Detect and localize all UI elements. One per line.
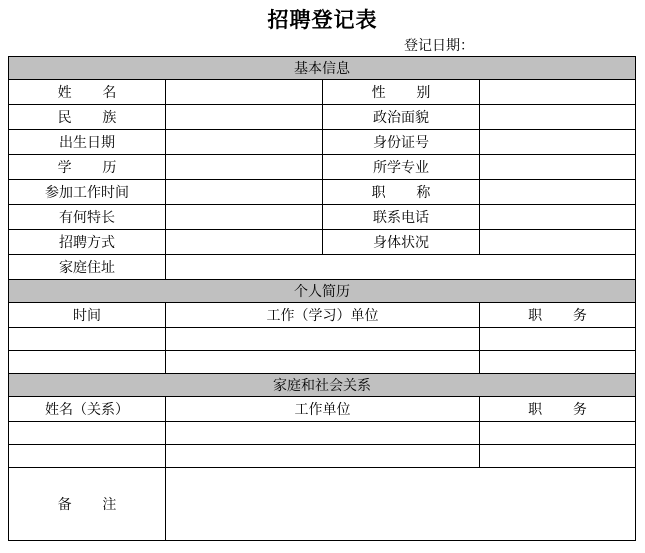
header-work-unit: 工作单位 (166, 397, 480, 422)
label-title-rank: 职称 (323, 180, 480, 205)
section-basic-info: 基本信息 (9, 57, 636, 80)
resume-position-1[interactable] (480, 328, 636, 351)
form-title: 招聘登记表 (267, 7, 378, 32)
label-address: 家庭住址 (9, 255, 166, 280)
field-major[interactable] (480, 155, 636, 180)
label-recruit-method: 招聘方式 (9, 230, 166, 255)
field-title-rank[interactable] (480, 180, 636, 205)
label-education: 学历 (9, 155, 166, 180)
label-phone: 联系电话 (323, 205, 480, 230)
family-unit-1[interactable] (166, 422, 480, 445)
section-resume: 个人简历 (9, 280, 636, 303)
label-health: 身体状况 (323, 230, 480, 255)
label-major: 所学专业 (323, 155, 480, 180)
resume-position-2[interactable] (480, 351, 636, 374)
header-family-position: 职务 (480, 397, 636, 422)
field-work-start[interactable] (166, 180, 323, 205)
label-skills: 有何特长 (9, 205, 166, 230)
resume-time-2[interactable] (9, 351, 166, 374)
family-position-2[interactable] (480, 445, 636, 468)
section-family: 家庭和社会关系 (9, 374, 636, 397)
header-position: 职务 (480, 303, 636, 328)
field-political-status[interactable] (480, 105, 636, 130)
resume-time-1[interactable] (9, 328, 166, 351)
label-notes: 备注 (9, 468, 166, 541)
label-ethnicity: 民族 (9, 105, 166, 130)
field-education[interactable] (166, 155, 323, 180)
label-name: 姓名 (9, 80, 166, 105)
family-name-2[interactable] (9, 445, 166, 468)
registration-date-label: 登记日期： (404, 38, 474, 54)
family-position-1[interactable] (480, 422, 636, 445)
field-recruit-method[interactable] (166, 230, 323, 255)
header-time: 时间 (9, 303, 166, 328)
field-id-number[interactable] (480, 130, 636, 155)
field-notes[interactable] (166, 468, 636, 541)
label-political-status: 政治面貌 (323, 105, 480, 130)
field-ethnicity[interactable] (166, 105, 323, 130)
family-unit-2[interactable] (166, 445, 480, 468)
header-work-study: 工作（学习）单位 (166, 303, 480, 328)
recruitment-form-table (8, 56, 636, 541)
header-name-relation: 姓名（关系） (9, 397, 166, 422)
resume-unit-2[interactable] (166, 351, 480, 374)
field-name[interactable] (166, 80, 323, 105)
resume-unit-1[interactable] (166, 328, 480, 351)
field-birth-date[interactable] (166, 130, 323, 155)
label-work-start: 参加工作时间 (9, 180, 166, 205)
field-phone[interactable] (480, 205, 636, 230)
label-id-number: 身份证号 (323, 130, 480, 155)
field-address[interactable] (166, 255, 636, 280)
label-gender: 性别 (323, 80, 480, 105)
field-gender[interactable] (480, 80, 636, 105)
family-name-1[interactable] (9, 422, 166, 445)
field-skills[interactable] (166, 205, 323, 230)
field-health[interactable] (480, 230, 636, 255)
label-birth-date: 出生日期 (9, 130, 166, 155)
